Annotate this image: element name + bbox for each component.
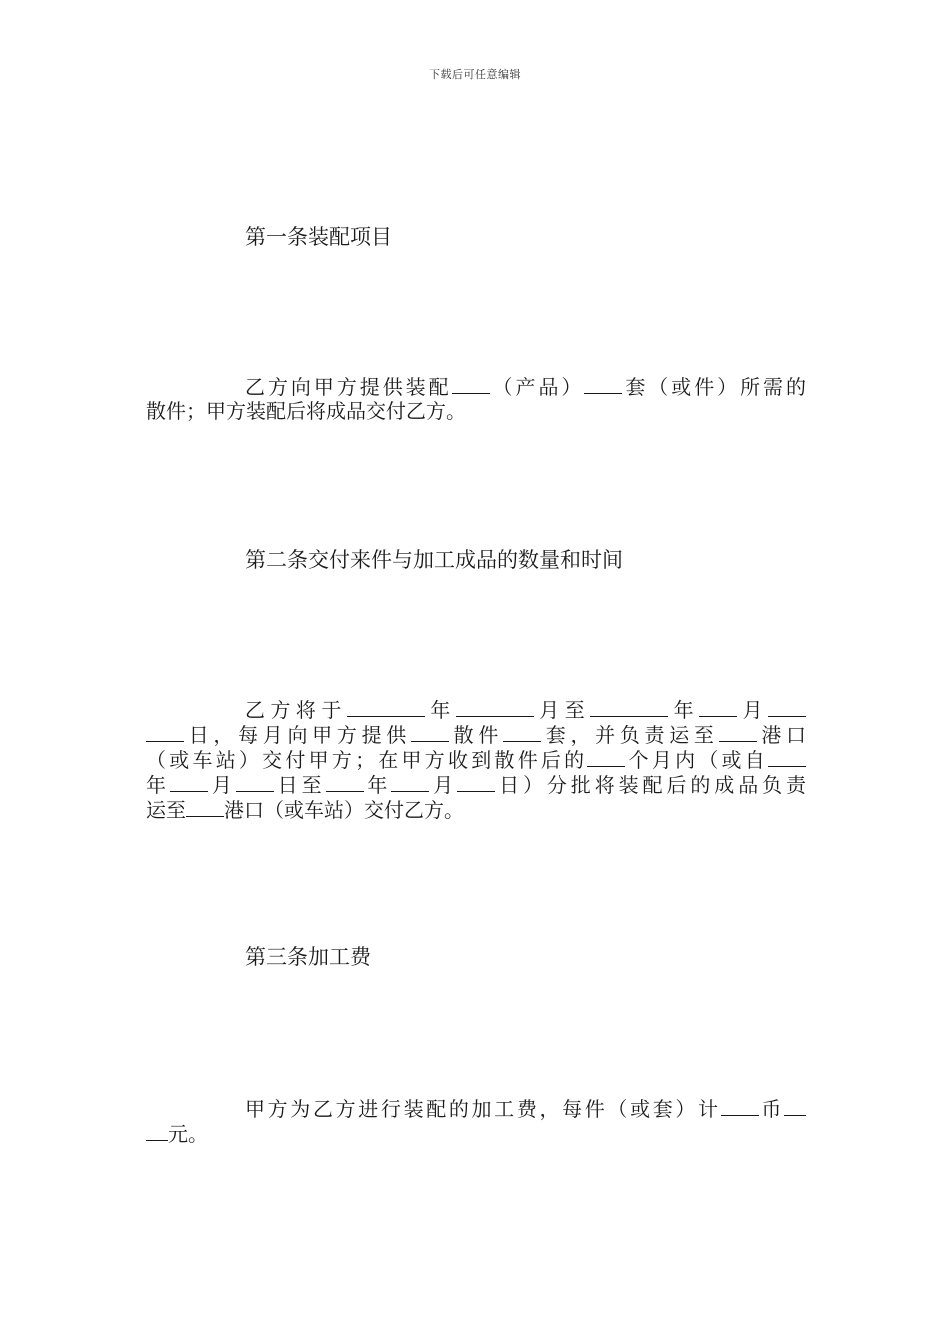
text-segment: 年: [363, 773, 392, 797]
text-segment: 日，每月向甲方提供: [184, 723, 411, 747]
article-1-title: 第一条装配项目: [245, 225, 392, 249]
article-2-line-2: [146, 722, 806, 747]
text-segment: 乙方向甲方提供装配: [245, 375, 452, 399]
article-2-line-3: [146, 747, 806, 772]
text-segment: 套，并负责运至: [541, 723, 719, 747]
text-segment: 日）分批将装配后的成品负责: [495, 773, 807, 797]
text-segment: 月: [737, 698, 769, 722]
article-2-line-5: [146, 797, 806, 822]
blank-field: [456, 697, 534, 717]
blank-field: [170, 772, 208, 792]
text-segment: 运至: [146, 798, 186, 822]
blank-field: [347, 697, 425, 717]
article-3-line-2: [146, 1121, 806, 1146]
article-2-title: 第二条交付来件与加工成品的数量和时间: [245, 548, 623, 572]
text-segment: 年: [146, 773, 170, 797]
blank-field: [452, 374, 490, 394]
text-segment: 港口（或车站）交付乙方。: [224, 798, 464, 822]
text-segment: 月: [429, 773, 458, 797]
article-1-body: [146, 374, 806, 423]
blank-field: [719, 722, 757, 742]
article-3-line-1: [146, 1096, 806, 1121]
blank-field: [146, 1121, 168, 1141]
text-segment: 年: [668, 698, 700, 722]
text-segment: 港口: [756, 723, 807, 747]
blank-field: [186, 797, 224, 817]
blank-field: [236, 772, 274, 792]
blank-field: [768, 697, 806, 717]
text-segment: 月至: [533, 698, 591, 722]
text-segment: （或车站）交付甲方；在甲方收到散件后的: [146, 748, 588, 772]
blank-field: [699, 697, 737, 717]
text-segment: 年: [424, 698, 456, 722]
blank-field: [590, 697, 668, 717]
article-2-body: [146, 697, 806, 822]
blank-field: [457, 772, 495, 792]
text-segment: 元。: [168, 1122, 208, 1146]
text-segment: 日至: [273, 773, 326, 797]
text-segment: 个月内（或自: [625, 748, 769, 772]
article-3-body: [146, 1096, 806, 1146]
text-segment: （产品）: [489, 375, 585, 399]
blank-field: [503, 722, 541, 742]
blank-field: [587, 747, 625, 767]
text-segment: 月: [207, 773, 236, 797]
article-1-line-1: [146, 374, 806, 399]
blank-field: [784, 1096, 806, 1116]
text-segment: 甲方为乙方进行装配的加工费，每件（或套）计: [245, 1097, 721, 1121]
article-3-title: 第三条加工费: [245, 945, 371, 969]
blank-field: [391, 772, 429, 792]
blank-field: [721, 1096, 759, 1116]
article-2-line-4: [146, 772, 806, 797]
text-segment: 套（或件）所需的: [622, 375, 807, 399]
blank-field: [146, 722, 184, 742]
article-2-line-1: [146, 697, 806, 722]
text-segment: 散件: [448, 723, 504, 747]
page-header: 下载后可任意编辑: [429, 68, 521, 81]
blank-field: [584, 374, 622, 394]
article-1-line-2: 散件；甲方装配后将成品交付乙方。: [146, 399, 466, 423]
blank-field: [768, 747, 806, 767]
text-segment: 币: [758, 1097, 785, 1121]
text-segment: 乙方将于: [245, 698, 347, 722]
blank-field: [411, 722, 449, 742]
blank-field: [326, 772, 364, 792]
